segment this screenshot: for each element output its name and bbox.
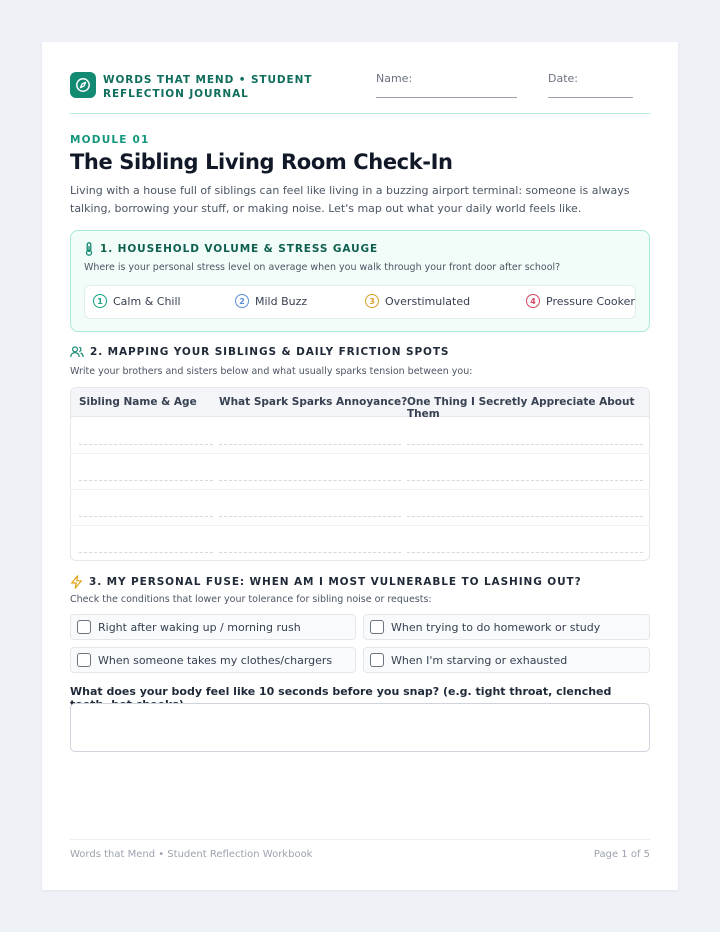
module-label: MODULE 01 xyxy=(70,134,150,146)
table-row xyxy=(71,526,649,561)
checkbox-clothes-chargers[interactable] xyxy=(70,647,356,673)
option-label: Overstimulated xyxy=(385,294,471,308)
date-field[interactable] xyxy=(548,97,633,98)
option-number: 4 xyxy=(526,294,540,308)
checkbox[interactable] xyxy=(77,653,91,667)
page-title: The Sibling Living Room Check-In xyxy=(70,150,453,174)
checkbox[interactable] xyxy=(370,653,384,667)
users-icon xyxy=(70,346,84,358)
siblings-heading xyxy=(70,346,449,358)
column-header-appreciate: One Thing I Secretly Appreciate About Them xyxy=(407,396,635,420)
checkbox[interactable] xyxy=(370,620,384,634)
name-label: Name: xyxy=(376,72,413,85)
sibling-name-cell[interactable] xyxy=(79,552,213,553)
page-footer xyxy=(70,839,650,860)
annoyance-cell[interactable] xyxy=(219,552,401,553)
siblings-prompt: Write your brothers and sisters below and what usually sparks tension between you: xyxy=(70,366,473,377)
intro-text: Living with a house full of siblings can feel like living in a buzzing airport terminal: someone is always talking, borrowing your stuff, or making noise. Let's map out what your daily world feels like. xyxy=(70,184,630,215)
checkbox-label: Right after waking up / morning rush xyxy=(98,620,301,634)
table-header xyxy=(71,388,649,420)
stress-gauge-section xyxy=(70,230,650,332)
worksheet-page xyxy=(42,42,678,890)
body-answer-field[interactable] xyxy=(70,703,650,752)
option-number: 1 xyxy=(93,294,107,308)
appreciate-cell[interactable] xyxy=(407,444,643,445)
appreciate-cell[interactable] xyxy=(407,480,643,481)
annoyance-cell[interactable] xyxy=(219,480,401,481)
thermometer-icon xyxy=(84,242,94,256)
name-field[interactable] xyxy=(376,97,517,98)
siblings-title: 2. MAPPING YOUR SIBLINGS & DAILY FRICTION SPOTS xyxy=(90,346,450,358)
sibling-name-cell[interactable] xyxy=(79,480,213,481)
option-number: 2 xyxy=(235,294,249,308)
stress-gauge-title: 1. HOUSEHOLD VOLUME & STRESS GAUGE xyxy=(100,243,379,255)
stress-gauge-prompt: Where is your personal stress level on average when you walk through your front door after school? xyxy=(84,262,561,273)
stress-option-2[interactable] xyxy=(235,294,307,308)
stress-option-4[interactable] xyxy=(526,294,635,308)
checkbox-label: When trying to do homework or study xyxy=(391,620,601,634)
appreciate-cell[interactable] xyxy=(407,516,643,517)
stress-scale xyxy=(84,285,636,319)
page-number: Page 1 of 5 xyxy=(593,849,650,860)
compass-icon xyxy=(70,72,96,98)
sibling-name-cell[interactable] xyxy=(79,444,213,445)
siblings-table xyxy=(70,387,650,561)
column-header-name: Sibling Name & Age xyxy=(79,396,197,408)
table-row xyxy=(71,490,649,526)
appreciate-cell[interactable] xyxy=(407,552,643,553)
table-row xyxy=(71,454,649,490)
annoyance-cell[interactable] xyxy=(219,444,401,445)
stress-gauge-heading xyxy=(84,242,378,256)
checkbox-label: When someone takes my clothes/chargers xyxy=(98,653,333,667)
option-number: 3 xyxy=(365,294,379,308)
option-label: Mild Buzz xyxy=(255,294,308,308)
body-question: What does your body feel like 10 seconds before you snap? (e.g. tight throat, clenched xyxy=(70,685,612,698)
lightning-icon xyxy=(70,575,83,589)
fuse-heading xyxy=(70,575,582,589)
column-header-annoyance: What Spark Sparks Annoyance? xyxy=(219,396,408,408)
table-row xyxy=(71,418,649,454)
checkbox-morning-rush[interactable] xyxy=(70,614,356,640)
footer-text: Words that Mend • Student Reflection Workbook xyxy=(70,849,313,860)
stress-option-3[interactable] xyxy=(365,294,470,308)
fuse-prompt: Check the conditions that lower your tolerance for sibling noise or requests: xyxy=(70,594,432,605)
sibling-name-cell[interactable] xyxy=(79,516,213,517)
date-label: Date: xyxy=(548,72,578,85)
brand-name: WORDS THAT MEND • STUDENT REFLECTION JOURNAL xyxy=(103,74,313,100)
page-header xyxy=(70,70,650,114)
checkbox-starving[interactable] xyxy=(363,647,650,673)
checkbox-label: When I'm starving or exhausted xyxy=(391,653,568,667)
fuse-title: 3. MY PERSONAL FUSE: WHEN AM I MOST VULNERABLE TO LASHING OUT? xyxy=(89,576,582,588)
stress-option-1[interactable] xyxy=(93,294,181,308)
option-label: Pressure Cooker xyxy=(546,294,635,308)
checkbox[interactable] xyxy=(77,620,91,634)
checkbox-homework[interactable] xyxy=(363,614,650,640)
annoyance-cell[interactable] xyxy=(219,516,401,517)
option-label: Calm & Chill xyxy=(113,294,181,308)
